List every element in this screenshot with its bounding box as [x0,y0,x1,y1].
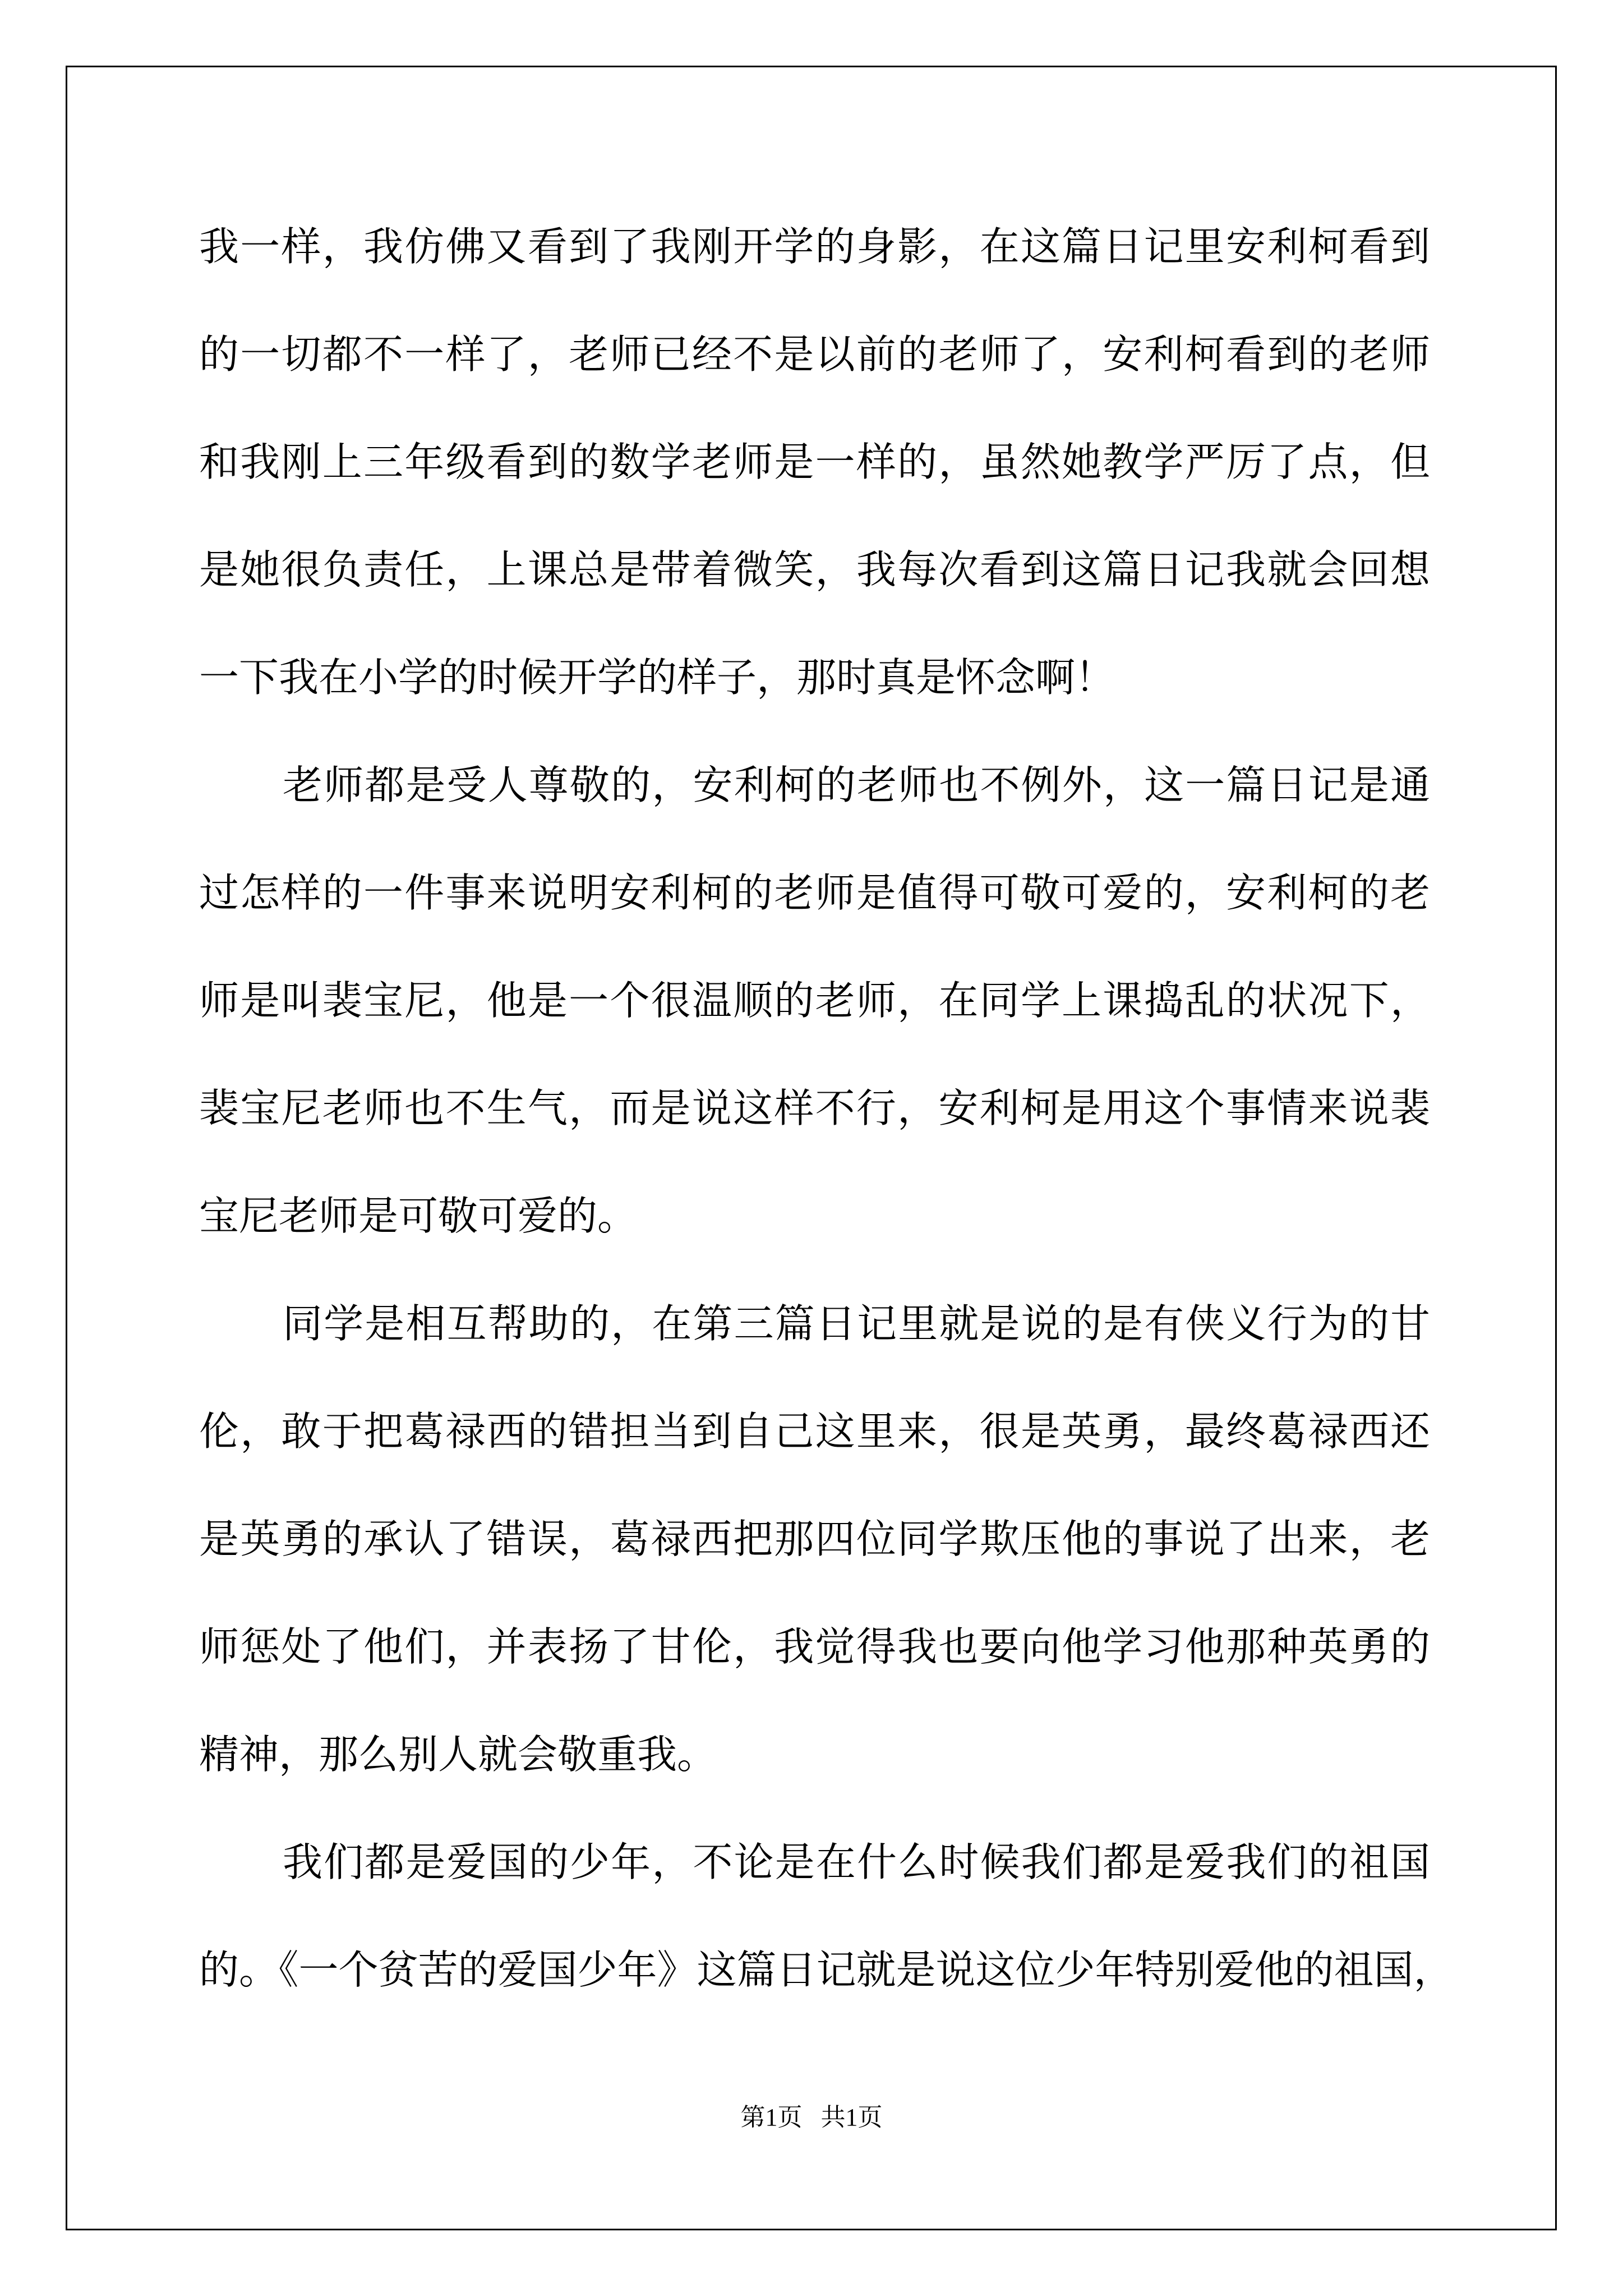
text-line: 宝尼老师是可敬可爱的。 [199,1193,638,1239]
paragraph-first-line: 我们都是爱国的少年，不论是在什么时候我们都是爱我们的祖国 [283,1839,1430,1885]
text-line: 裴宝尼老师也不生气，而是说这样不行，安利柯是用这个事情来说裴 [199,1085,1430,1131]
text-line: 和我刚上三年级看到的数学老师是一样的，虽然她教学严厉了点，但 [199,439,1430,485]
text-line: 的一切都不一样了，老师已经不是以前的老师了，安利柯看到的老师 [199,331,1430,378]
text-line: 是英勇的承认了错误，葛禄西把那四位同学欺压他的事说了出来，老 [199,1516,1430,1562]
text-line: 过怎样的一件事来说明安利柯的老师是值得可敬可爱的，安利柯的老 [199,869,1430,916]
text-line: 一下我在小学的时候开学的样子，那时真是怀念啊！ [199,654,1115,701]
text-line: 师惩处了他们，并表扬了甘伦，我觉得我也要向他学习他那种英勇的 [199,1623,1430,1670]
text-line: 精神，那么别人就会敬重我。 [199,1731,717,1778]
text-line: 伦，敢于把葛禄西的错担当到自己这里来，很是英勇，最终葛禄西还 [199,1408,1430,1455]
page-number-footer: 第1页 共1页 [740,2104,883,2131]
paragraph-first-line: 老师都是受人尊敬的，安利柯的老师也不例外，这一篇日记是通 [283,762,1430,808]
text-line: 的。《一个贫苦的爱国少年》这篇日记就是说这位少年特别爱他的祖国， [199,1947,1454,1993]
text-line: 是她很负责任，上课总是带着微笑，我每次看到这篇日记我就会回想 [199,546,1430,593]
paragraph-first-line: 同学是相互帮助的，在第三篇日记里就是说的是有侠义行为的甘 [283,1300,1430,1347]
text-line: 师是叫裴宝尼，他是一个很温顺的老师，在同学上课捣乱的状况下， [199,977,1430,1024]
text-line: 我一样，我仿佛又看到了我刚开学的身影，在这篇日记里安利柯看到 [199,223,1430,270]
page-border [66,66,1557,2230]
